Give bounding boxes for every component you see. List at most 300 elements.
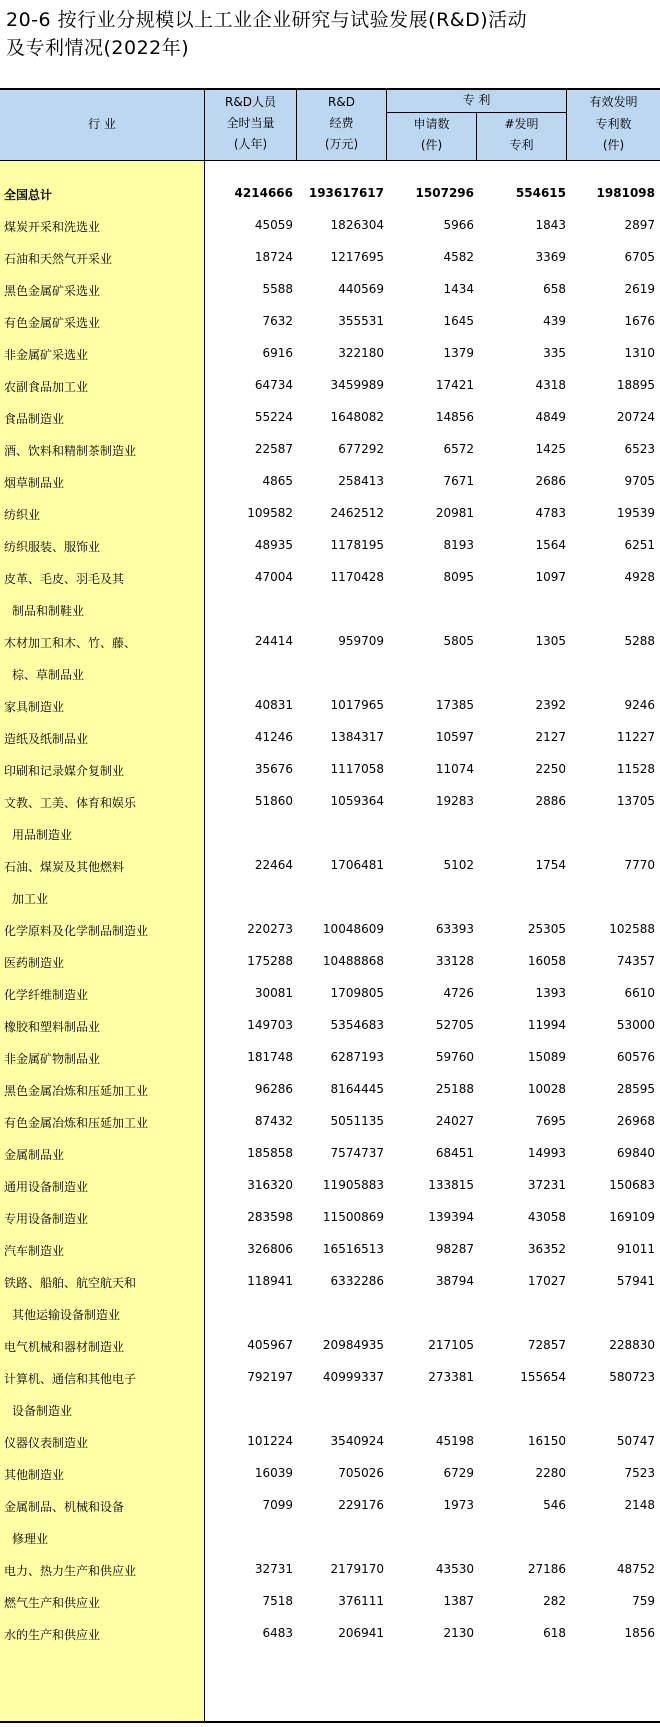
row-industry-name: 石油和天然气开采业 <box>4 252 113 266</box>
row-valid-invention-patents: 1981098 <box>596 186 655 200</box>
row-patent-applications: 139394 <box>428 1210 474 1224</box>
row-industry-name: 专用设备制造业 <box>4 1212 89 1226</box>
row-rd-personnel: 101224 <box>247 1434 293 1448</box>
row-rd-personnel: 7099 <box>262 1498 293 1512</box>
row-patent-applications: 5805 <box>443 634 474 648</box>
row-industry-name: 家具制造业 <box>4 700 65 714</box>
header-rd-expenditure-l2: 经费 <box>329 116 354 130</box>
table-row <box>0 978 660 1010</box>
header-invention-l1: #发明 <box>504 117 539 131</box>
table-row <box>0 1074 660 1106</box>
row-patent-applications: 38794 <box>435 1274 474 1288</box>
row-valid-invention-patents: 228830 <box>609 1338 655 1352</box>
row-patent-applications: 17385 <box>435 698 474 712</box>
row-invention-patents: 1305 <box>535 634 566 648</box>
row-invention-patents: 10028 <box>527 1082 566 1096</box>
row-invention-patents: 1564 <box>535 538 566 552</box>
row-rd-expenditure: 5354683 <box>330 1018 384 1032</box>
row-valid-invention-patents: 7523 <box>624 1466 655 1480</box>
row-rd-personnel: 326806 <box>247 1242 293 1256</box>
header-invention <box>477 114 566 156</box>
row-patent-applications: 7671 <box>443 474 474 488</box>
row-valid-invention-patents: 74357 <box>616 954 655 968</box>
table-row <box>0 274 660 306</box>
row-rd-personnel: 18724 <box>254 250 293 264</box>
table-row <box>0 1202 660 1234</box>
row-rd-expenditure: 1117058 <box>330 762 384 776</box>
row-industry-name: 印刷和记录媒介复制业 <box>4 764 125 778</box>
row-industry-name: 化学纤维制造业 <box>4 988 89 1002</box>
row-invention-patents: 4849 <box>535 410 566 424</box>
header-valid-group: 有效发明 <box>589 95 638 109</box>
row-industry-name: 电力、热力生产和供应业 <box>4 1564 137 1578</box>
table-header <box>0 90 660 161</box>
table-row <box>0 466 660 498</box>
row-industry-name: 其他制造业 <box>4 1468 65 1482</box>
row-rd-expenditure: 1059364 <box>330 794 384 808</box>
row-rd-expenditure: 40999337 <box>322 1370 384 1384</box>
row-rd-expenditure: 6332286 <box>330 1274 384 1288</box>
row-rd-expenditure: 206941 <box>338 1626 384 1640</box>
table-row <box>0 1266 660 1322</box>
table-row <box>0 690 660 722</box>
table-row <box>0 498 660 530</box>
row-valid-invention-patents: 69840 <box>616 1146 655 1160</box>
table-row <box>0 1458 660 1490</box>
row-invention-patents: 16058 <box>527 954 566 968</box>
row-industry-name: 医药制造业 <box>4 956 65 970</box>
row-industry-name: 铁路、船舶、航空航天和 <box>4 1276 137 1290</box>
header-rd-expenditure <box>297 92 386 155</box>
row-rd-expenditure: 3459989 <box>330 378 384 392</box>
header-industry: 行 业 <box>88 117 116 131</box>
row-invention-patents: 17027 <box>527 1274 566 1288</box>
page-title <box>6 6 527 62</box>
table-row <box>0 1010 660 1042</box>
header-applications <box>387 114 476 156</box>
row-rd-expenditure: 959709 <box>338 634 384 648</box>
row-patent-applications: 1507296 <box>415 186 474 200</box>
table-row <box>0 754 660 786</box>
table-row <box>0 242 660 274</box>
row-valid-invention-patents: 7770 <box>624 858 655 872</box>
header-patent-group: 专 利 <box>462 93 491 107</box>
row-rd-personnel: 181748 <box>247 1050 293 1064</box>
row-valid-invention-patents: 1310 <box>624 346 655 360</box>
row-industry-name: 有色金属矿采选业 <box>4 316 101 330</box>
row-rd-expenditure: 6287193 <box>330 1050 384 1064</box>
row-patent-applications: 273381 <box>428 1370 474 1384</box>
row-industry-name-continued: 加工业 <box>12 892 49 906</box>
row-valid-invention-patents: 1676 <box>624 314 655 328</box>
row-rd-expenditure: 1217695 <box>330 250 384 264</box>
row-rd-expenditure: 3540924 <box>330 1434 384 1448</box>
row-patent-applications: 63393 <box>435 922 474 936</box>
row-valid-invention-patents: 169109 <box>609 1210 655 1224</box>
row-industry-name: 食品制造业 <box>4 412 65 426</box>
title-line-1: 20-6 按行业分规模以上工业企业研究与试验发展(R&D)活动 <box>6 9 528 31</box>
row-invention-patents: 439 <box>543 314 566 328</box>
row-rd-personnel: 55224 <box>254 410 293 424</box>
header-rd-personnel-l3: (人年) <box>233 137 268 151</box>
row-rd-personnel: 7518 <box>262 1594 293 1608</box>
row-valid-invention-patents: 57941 <box>616 1274 655 1288</box>
table-row <box>0 1106 660 1138</box>
table-row <box>0 338 660 370</box>
row-valid-invention-patents: 6523 <box>624 442 655 456</box>
row-industry-name: 通用设备制造业 <box>4 1180 89 1194</box>
row-patent-applications: 1387 <box>443 1594 474 1608</box>
row-industry-name: 文教、工美、体育和娱乐 <box>4 796 137 810</box>
row-rd-expenditure: 1709805 <box>330 986 384 1000</box>
row-rd-expenditure: 229176 <box>338 1498 384 1512</box>
row-valid-invention-patents: 18895 <box>616 378 655 392</box>
row-industry-name: 造纸及纸制品业 <box>4 732 89 746</box>
table-row <box>0 1618 660 1650</box>
row-rd-personnel: 4865 <box>262 474 293 488</box>
row-valid-invention-patents: 26968 <box>616 1114 655 1128</box>
row-rd-personnel: 96286 <box>254 1082 293 1096</box>
row-rd-expenditure: 5051135 <box>330 1114 384 1128</box>
row-industry-name: 农副食品加工业 <box>4 380 89 394</box>
table-row <box>0 306 660 338</box>
table-row <box>0 850 660 906</box>
row-valid-invention-patents: 2148 <box>624 1498 655 1512</box>
row-valid-invention-patents: 150683 <box>609 1178 655 1192</box>
row-valid-invention-patents: 9246 <box>624 698 655 712</box>
row-rd-personnel: 30081 <box>254 986 293 1000</box>
header-applications-l1: 申请数 <box>413 117 450 131</box>
row-rd-expenditure: 376111 <box>338 1594 384 1608</box>
row-rd-personnel: 24414 <box>254 634 293 648</box>
row-rd-personnel: 118941 <box>247 1274 293 1288</box>
row-invention-patents: 72857 <box>527 1338 566 1352</box>
row-invention-patents: 4318 <box>535 378 566 392</box>
row-valid-invention-patents: 102588 <box>609 922 655 936</box>
row-rd-personnel: 45059 <box>254 218 293 232</box>
header-valid-patents-l1: 专利数 <box>595 117 632 131</box>
row-industry-name: 黑色金属矿采选业 <box>4 284 101 298</box>
row-industry-name: 纺织服装、服饰业 <box>4 540 101 554</box>
row-invention-patents: 14993 <box>527 1146 566 1160</box>
row-rd-expenditure: 10048609 <box>322 922 384 936</box>
row-rd-personnel: 6916 <box>262 346 293 360</box>
table-row <box>0 914 660 946</box>
row-valid-invention-patents: 6610 <box>624 986 655 1000</box>
table-row <box>0 626 660 682</box>
header-valid-patents <box>567 114 660 156</box>
row-invention-patents: 554615 <box>515 186 566 200</box>
table-row <box>0 370 660 402</box>
row-rd-expenditure: 440569 <box>338 282 384 296</box>
row-patent-applications: 17421 <box>435 378 474 392</box>
title-line-2: 及专利情况(2022年) <box>6 37 190 59</box>
table-row <box>0 722 660 754</box>
row-invention-patents: 1097 <box>535 570 566 584</box>
table-row <box>0 1490 660 1546</box>
row-industry-name: 汽车制造业 <box>4 1244 65 1258</box>
row-industry-name-continued: 用品制造业 <box>12 828 73 842</box>
row-patent-applications: 19283 <box>435 794 474 808</box>
row-rd-personnel: 32731 <box>254 1562 293 1576</box>
row-rd-personnel: 7632 <box>262 314 293 328</box>
row-industry-name: 金属制品业 <box>4 1148 65 1162</box>
row-patent-applications: 11074 <box>435 762 474 776</box>
row-rd-expenditure: 7574737 <box>330 1146 384 1160</box>
row-rd-personnel: 149703 <box>247 1018 293 1032</box>
row-patent-applications: 5966 <box>443 218 474 232</box>
table-row <box>0 1362 660 1418</box>
row-industry-name-continued: 设备制造业 <box>12 1404 73 1418</box>
row-patent-applications: 6572 <box>443 442 474 456</box>
row-industry-name: 烟草制品业 <box>4 476 65 490</box>
table-row <box>0 946 660 978</box>
row-rd-personnel: 792197 <box>247 1370 293 1384</box>
row-invention-patents: 2280 <box>535 1466 566 1480</box>
row-patent-applications: 1379 <box>443 346 474 360</box>
row-valid-invention-patents: 91011 <box>616 1242 655 1256</box>
row-industry-name-continued: 制品和制鞋业 <box>12 604 85 618</box>
row-patent-applications: 5102 <box>443 858 474 872</box>
row-invention-patents: 546 <box>543 1498 566 1512</box>
row-valid-invention-patents: 2897 <box>624 218 655 232</box>
row-patent-applications: 98287 <box>435 1242 474 1256</box>
row-invention-patents: 37231 <box>527 1178 566 1192</box>
row-invention-patents: 2392 <box>535 698 566 712</box>
row-patent-applications: 14856 <box>435 410 474 424</box>
row-rd-expenditure: 1706481 <box>330 858 384 872</box>
row-patent-applications: 20981 <box>435 506 474 520</box>
row-rd-personnel: 16039 <box>254 1466 293 1480</box>
table-row <box>0 1426 660 1458</box>
row-invention-patents: 2886 <box>535 794 566 808</box>
row-invention-patents: 282 <box>543 1594 566 1608</box>
header-invention-l2: 专利 <box>509 138 534 152</box>
row-rd-expenditure: 1178195 <box>330 538 384 552</box>
row-invention-patents: 1393 <box>535 986 566 1000</box>
row-patent-applications: 1645 <box>443 314 474 328</box>
row-rd-expenditure: 2179170 <box>330 1562 384 1576</box>
row-invention-patents: 2686 <box>535 474 566 488</box>
row-invention-patents: 43058 <box>527 1210 566 1224</box>
row-industry-name: 酒、饮料和精制茶制造业 <box>4 444 137 458</box>
row-rd-personnel: 4214666 <box>234 186 293 200</box>
row-valid-invention-patents: 2619 <box>624 282 655 296</box>
row-rd-personnel: 47004 <box>254 570 293 584</box>
row-rd-expenditure: 16516513 <box>322 1242 384 1256</box>
row-rd-personnel: 316320 <box>247 1178 293 1192</box>
row-industry-name: 纺织业 <box>4 508 41 522</box>
row-patent-applications: 43530 <box>435 1562 474 1576</box>
row-valid-invention-patents: 48752 <box>616 1562 655 1576</box>
row-patent-applications: 10597 <box>435 730 474 744</box>
table-row <box>0 1170 660 1202</box>
row-rd-personnel: 405967 <box>247 1338 293 1352</box>
header-applications-l2: (件) <box>420 138 443 152</box>
header-group-rule <box>387 112 566 113</box>
row-invention-patents: 27186 <box>527 1562 566 1576</box>
row-rd-personnel: 185858 <box>247 1146 293 1160</box>
row-rd-personnel: 40831 <box>254 698 293 712</box>
table-row <box>0 434 660 466</box>
table-row <box>0 1586 660 1618</box>
row-invention-patents: 2250 <box>535 762 566 776</box>
row-rd-personnel: 283598 <box>247 1210 293 1224</box>
row-patent-applications: 68451 <box>435 1146 474 1160</box>
row-rd-expenditure: 193617617 <box>308 186 384 200</box>
row-patent-applications: 1973 <box>443 1498 474 1512</box>
row-invention-patents: 155654 <box>520 1370 566 1384</box>
row-valid-invention-patents: 19539 <box>616 506 655 520</box>
row-valid-invention-patents: 28595 <box>616 1082 655 1096</box>
row-rd-expenditure: 2462512 <box>330 506 384 520</box>
table-row <box>0 402 660 434</box>
row-industry-name: 煤炭开采和洗选业 <box>4 220 101 234</box>
row-valid-invention-patents: 6705 <box>624 250 655 264</box>
row-valid-invention-patents: 11528 <box>616 762 655 776</box>
row-rd-personnel: 22464 <box>254 858 293 872</box>
row-rd-personnel: 175288 <box>247 954 293 968</box>
table-row <box>0 1554 660 1586</box>
header-rd-expenditure-l3: (万元) <box>324 137 359 151</box>
row-patent-applications: 1434 <box>443 282 474 296</box>
row-industry-name: 仪器仪表制造业 <box>4 1436 89 1450</box>
row-industry-name-continued: 其他运输设备制造业 <box>12 1308 121 1322</box>
row-valid-invention-patents: 6251 <box>624 538 655 552</box>
table-bottom-rule <box>0 1721 660 1723</box>
row-patent-applications: 25188 <box>435 1082 474 1096</box>
row-industry-name-continued: 修理业 <box>12 1532 49 1546</box>
row-industry-name: 黑色金属冶炼和压延加工业 <box>4 1084 149 1098</box>
row-invention-patents: 16150 <box>527 1434 566 1448</box>
row-rd-expenditure: 677292 <box>338 442 384 456</box>
row-industry-name: 金属制品、机械和设备 <box>4 1500 125 1514</box>
row-valid-invention-patents: 60576 <box>616 1050 655 1064</box>
row-invention-patents: 1843 <box>535 218 566 232</box>
row-valid-invention-patents: 580723 <box>609 1370 655 1384</box>
row-industry-name: 计算机、通信和其他电子 <box>4 1372 137 1386</box>
row-patent-applications: 6729 <box>443 1466 474 1480</box>
row-valid-invention-patents: 9705 <box>624 474 655 488</box>
row-industry-name: 电气机械和器材制造业 <box>4 1340 125 1354</box>
header-rd-personnel-l2: 全时当量 <box>226 116 275 130</box>
row-valid-invention-patents: 53000 <box>616 1018 655 1032</box>
table-row <box>0 1330 660 1362</box>
row-rd-personnel: 5588 <box>262 282 293 296</box>
row-industry-name: 全国总计 <box>4 188 53 202</box>
row-invention-patents: 1754 <box>535 858 566 872</box>
row-patent-applications: 33128 <box>435 954 474 968</box>
row-invention-patents: 25305 <box>527 922 566 936</box>
row-rd-personnel: 220273 <box>247 922 293 936</box>
row-patent-applications: 52705 <box>435 1018 474 1032</box>
row-industry-name: 水的生产和供应业 <box>4 1628 101 1642</box>
row-industry-name-continued: 棕、草制品业 <box>12 668 85 682</box>
row-invention-patents: 1425 <box>535 442 566 456</box>
row-patent-applications: 4726 <box>443 986 474 1000</box>
row-rd-expenditure: 11500869 <box>322 1210 384 1224</box>
row-patent-applications: 24027 <box>435 1114 474 1128</box>
row-rd-personnel: 87432 <box>254 1114 293 1128</box>
row-industry-name: 木材加工和木、竹、藤、 <box>4 636 137 650</box>
row-rd-expenditure: 1384317 <box>330 730 384 744</box>
row-patent-applications: 59760 <box>435 1050 474 1064</box>
row-invention-patents: 2127 <box>535 730 566 744</box>
row-rd-personnel: 109582 <box>247 506 293 520</box>
row-rd-personnel: 64734 <box>254 378 293 392</box>
row-invention-patents: 618 <box>543 1626 566 1640</box>
row-industry-name: 非金属矿物制品业 <box>4 1052 101 1066</box>
row-industry-name: 石油、煤炭及其他燃料 <box>4 860 125 874</box>
row-industry-name: 有色金属冶炼和压延加工业 <box>4 1116 149 1130</box>
row-rd-expenditure: 8164445 <box>330 1082 384 1096</box>
row-valid-invention-patents: 11227 <box>616 730 655 744</box>
row-invention-patents: 11994 <box>527 1018 566 1032</box>
row-invention-patents: 3369 <box>535 250 566 264</box>
row-patent-applications: 2130 <box>443 1626 474 1640</box>
row-invention-patents: 658 <box>543 282 566 296</box>
row-patent-applications: 8193 <box>443 538 474 552</box>
row-rd-personnel: 51860 <box>254 794 293 808</box>
row-patent-applications: 8095 <box>443 570 474 584</box>
table-row <box>0 530 660 562</box>
row-patent-applications: 217105 <box>428 1338 474 1352</box>
row-patent-applications: 133815 <box>428 1178 474 1192</box>
row-invention-patents: 15089 <box>527 1050 566 1064</box>
row-invention-patents: 335 <box>543 346 566 360</box>
row-rd-expenditure: 10488868 <box>322 954 384 968</box>
row-rd-personnel: 22587 <box>254 442 293 456</box>
table-row <box>0 210 660 242</box>
row-valid-invention-patents: 5288 <box>624 634 655 648</box>
row-rd-expenditure: 355531 <box>338 314 384 328</box>
table-row <box>0 1042 660 1074</box>
row-rd-expenditure: 1648082 <box>330 410 384 424</box>
row-rd-personnel: 6483 <box>262 1626 293 1640</box>
row-rd-expenditure: 20984935 <box>322 1338 384 1352</box>
row-rd-expenditure: 11905883 <box>322 1178 384 1192</box>
row-industry-name: 燃气生产和供应业 <box>4 1596 101 1610</box>
row-valid-invention-patents: 50747 <box>616 1434 655 1448</box>
table-row <box>0 1234 660 1266</box>
row-valid-invention-patents: 13705 <box>616 794 655 808</box>
row-rd-expenditure: 322180 <box>338 346 384 360</box>
row-rd-expenditure: 1170428 <box>330 570 384 584</box>
row-industry-name: 非金属矿采选业 <box>4 348 89 362</box>
row-patent-applications: 4582 <box>443 250 474 264</box>
table-row <box>0 1138 660 1170</box>
header-rd-personnel-l1: R&D人员 <box>225 95 276 109</box>
row-rd-expenditure: 1826304 <box>330 218 384 232</box>
row-rd-personnel: 41246 <box>254 730 293 744</box>
row-rd-expenditure: 258413 <box>338 474 384 488</box>
table-row <box>0 178 660 210</box>
row-valid-invention-patents: 1856 <box>624 1626 655 1640</box>
row-invention-patents: 4783 <box>535 506 566 520</box>
table-row <box>0 562 660 618</box>
row-invention-patents: 7695 <box>535 1114 566 1128</box>
row-valid-invention-patents: 759 <box>632 1594 655 1608</box>
header-rd-personnel <box>205 92 296 155</box>
table-row <box>0 786 660 842</box>
row-industry-name: 化学原料及化学制品制造业 <box>4 924 149 938</box>
row-valid-invention-patents: 4928 <box>624 570 655 584</box>
header-rd-expenditure-l1: R&D <box>328 95 355 109</box>
row-rd-expenditure: 705026 <box>338 1466 384 1480</box>
row-rd-personnel: 48935 <box>254 538 293 552</box>
row-industry-name: 橡胶和塑料制品业 <box>4 1020 101 1034</box>
row-rd-personnel: 35676 <box>254 762 293 776</box>
